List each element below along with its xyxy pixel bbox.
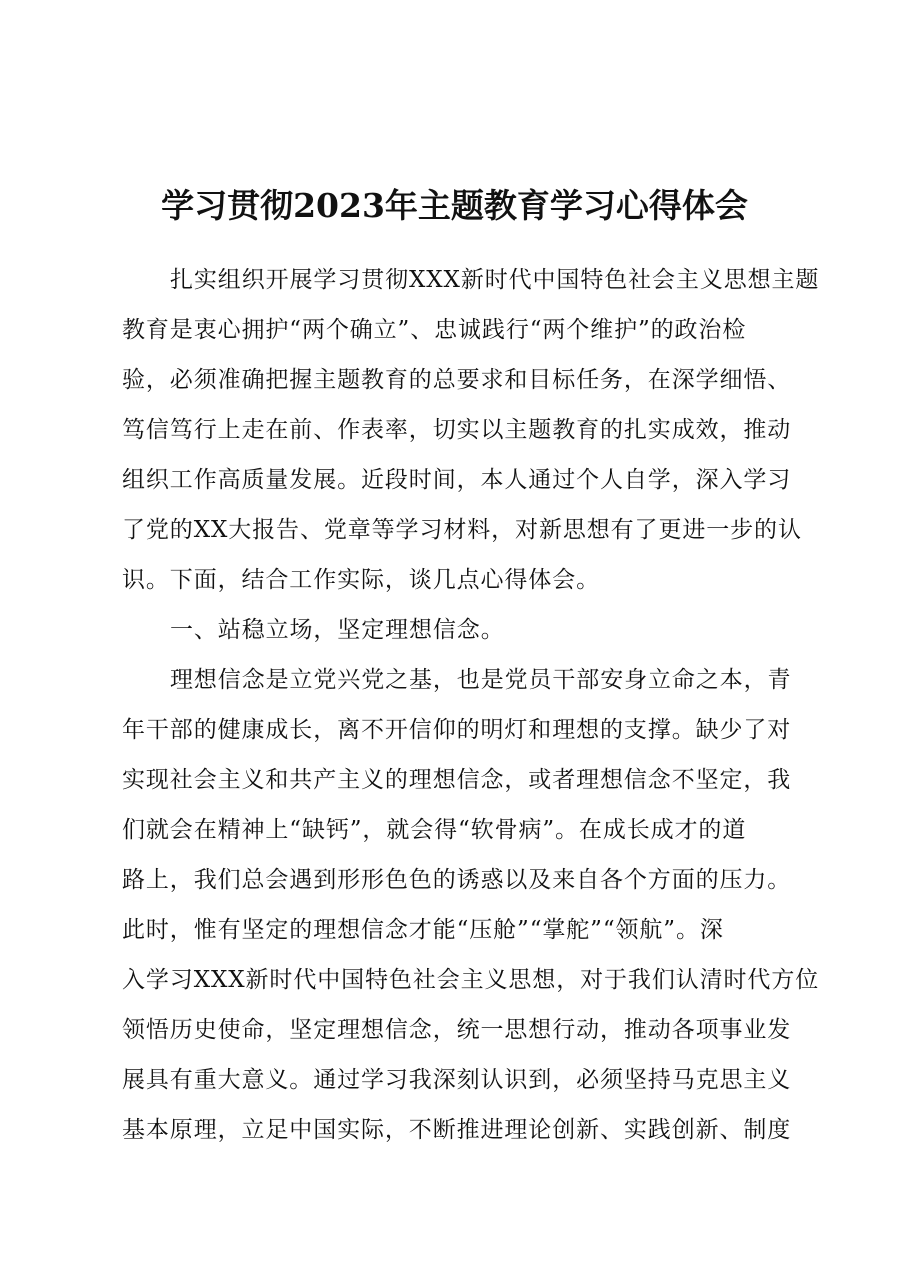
text-line: 扎实组织开展学习贯彻XXX新时代中国特色社会主义思想主题 (170, 267, 820, 293)
text-line: 基本原理，立足中国实际，不断推进理论创新、实践创新、制度 (122, 1117, 792, 1143)
text-line: 识。下面，结合工作实际，谈几点心得体会。 (122, 567, 600, 593)
text-line: 组织工作高质量发展。近段时间，本人通过个人自学，深入学习 (122, 467, 792, 493)
text-line: 验，必须准确把握主题教育的总要求和目标任务，在深学细悟、 (122, 367, 792, 393)
text-line: 年干部的健康成长，离不开信仰的明灯和理想的支撑。缺少了对 (122, 717, 792, 743)
text-line: 们就会在精神上“缺钙”，就会得“软骨病”。在成长成才的道 (122, 817, 747, 843)
text-line: 笃信笃行上走在前、作表率，切实以主题教育的扎实成效，推动 (122, 417, 792, 443)
text-line: 了党的XX大报告、党章等学习材料，对新思想有了更进一步的认 (122, 517, 802, 543)
text-line: 入学习XXX新时代中国特色社会主义思想，对于我们认清时代方位 (122, 967, 820, 993)
text-line: 展具有重大意义。通过学习我深刻认识到，必须坚持马克思主义 (122, 1067, 792, 1093)
document-title: 学习贯彻2023年主题教育学习心得体会 (161, 186, 748, 225)
text-line: 教育是衷心拥护“两个确立”、忠诚践行“两个维护”的政治检 (122, 317, 747, 343)
text-line: 路上，我们总会遇到形形色色的诱惑以及来自各个方面的压力。 (122, 867, 792, 893)
text-line: 理想信念是立党兴党之基，也是党员干部安身立命之本，青 (170, 667, 792, 693)
text-line: 实现社会主义和共产主义的理想信念，或者理想信念不坚定，我 (122, 767, 792, 793)
text-line: 领悟历史使命，坚定理想信念，统一思想行动，推动各项事业发 (122, 1017, 792, 1043)
text-line: 一、站稳立场，坚定理想信念。 (170, 617, 505, 643)
text-line: 此时，惟有坚定的理想信念才能“压舱”“掌舵”“领航”。深 (122, 917, 724, 943)
document-body (122, 255, 822, 1155)
